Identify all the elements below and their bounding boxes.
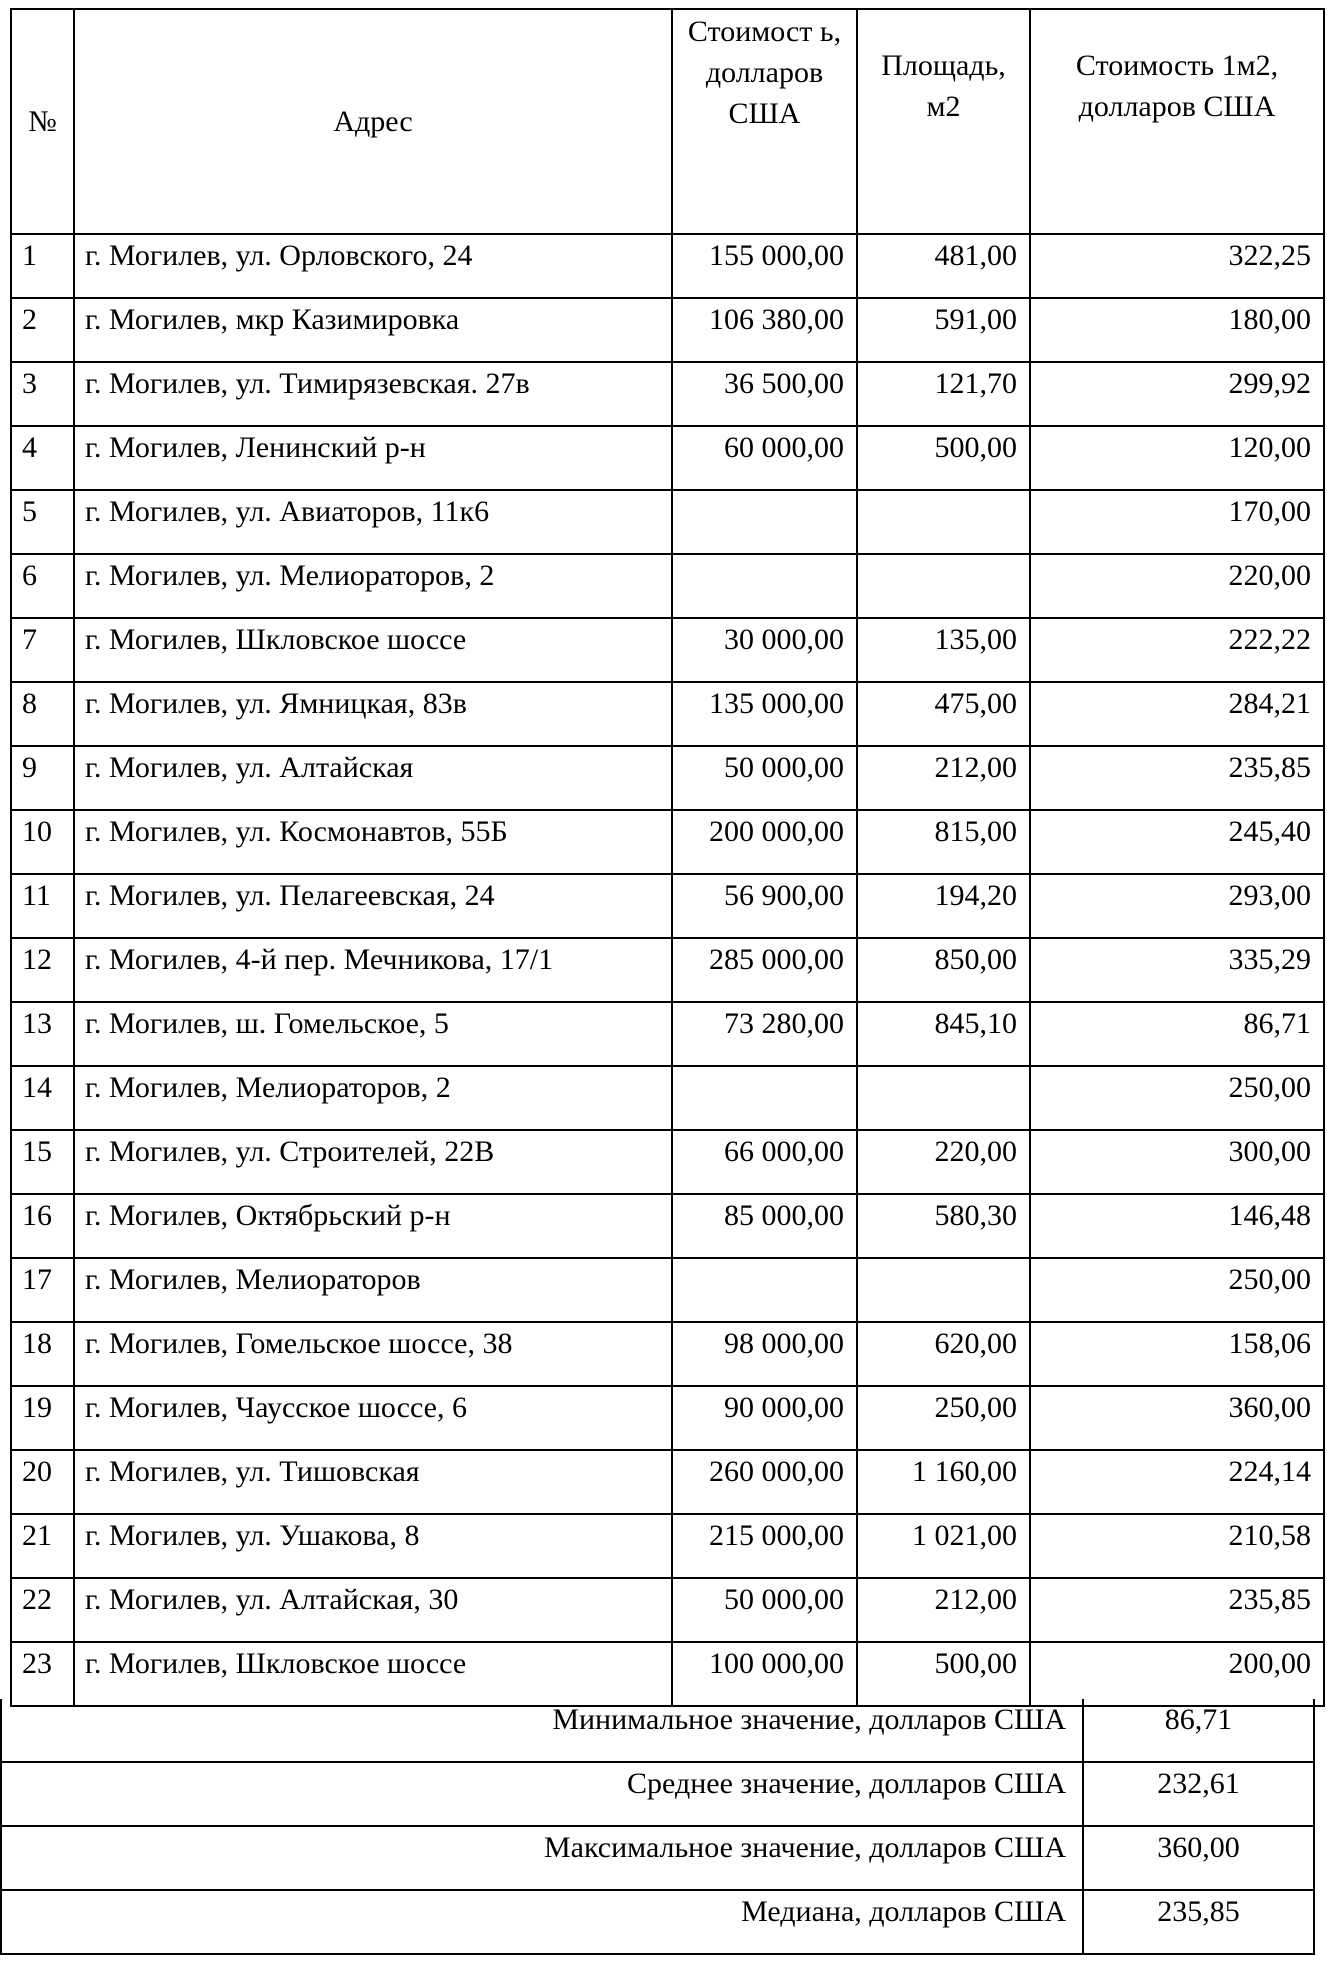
summary-row xyxy=(1,1762,1314,1826)
address-cell: г. Могилев, Октябрьский р-н xyxy=(74,1194,672,1258)
summary-value: 86,71 xyxy=(1083,1699,1314,1762)
table-row xyxy=(11,618,1324,682)
cost-cell: 155 000,00 xyxy=(672,234,857,298)
area-cell: 850,00 xyxy=(857,938,1030,1002)
area-cell: 212,00 xyxy=(857,1578,1030,1642)
price-per-m2-cell: 250,00 xyxy=(1030,1066,1324,1130)
table-header-row xyxy=(11,9,1324,234)
cost-cell: 135 000,00 xyxy=(672,682,857,746)
cost-cell: 30 000,00 xyxy=(672,618,857,682)
area-cell xyxy=(857,490,1030,554)
table-row xyxy=(11,298,1324,362)
table-row xyxy=(11,1450,1324,1514)
cost-cell: 106 380,00 xyxy=(672,298,857,362)
area-cell: 845,10 xyxy=(857,1002,1030,1066)
cost-cell: 50 000,00 xyxy=(672,746,857,810)
summary-value: 360,00 xyxy=(1083,1826,1314,1890)
area-cell xyxy=(857,1066,1030,1130)
cost-cell: 100 000,00 xyxy=(672,1642,857,1706)
address-cell: г. Могилев, 4-й пер. Мечникова, 17/1 xyxy=(74,938,672,1002)
area-cell: 815,00 xyxy=(857,810,1030,874)
price-per-m2-cell: 86,71 xyxy=(1030,1002,1324,1066)
area-cell xyxy=(857,1258,1030,1322)
row-number-cell: 8 xyxy=(11,682,74,746)
cost-cell: 215 000,00 xyxy=(672,1514,857,1578)
summary-value: 232,61 xyxy=(1083,1762,1314,1826)
address-cell: г. Могилев, Мелиораторов, 2 xyxy=(74,1066,672,1130)
address-cell: г. Могилев, ул. Космонавтов, 55Б xyxy=(74,810,672,874)
table-row xyxy=(11,1066,1324,1130)
table-row xyxy=(11,426,1324,490)
cost-cell: 60 000,00 xyxy=(672,426,857,490)
header-number: № xyxy=(11,9,74,234)
table-row xyxy=(11,746,1324,810)
cost-cell: 200 000,00 xyxy=(672,810,857,874)
price-per-m2-cell: 158,06 xyxy=(1030,1322,1324,1386)
price-per-m2-cell: 300,00 xyxy=(1030,1130,1324,1194)
header-cost-per-m2: Стоимость 1м2, долларов США xyxy=(1030,9,1324,234)
table-row xyxy=(11,1578,1324,1642)
cost-cell: 90 000,00 xyxy=(672,1386,857,1450)
table-row xyxy=(11,810,1324,874)
price-per-m2-cell: 335,29 xyxy=(1030,938,1324,1002)
row-number-cell: 9 xyxy=(11,746,74,810)
area-cell: 220,00 xyxy=(857,1130,1030,1194)
row-number-cell: 11 xyxy=(11,874,74,938)
property-price-table xyxy=(10,8,1325,1707)
address-cell: г. Могилев, ул. Орловского, 24 xyxy=(74,234,672,298)
row-number-cell: 22 xyxy=(11,1578,74,1642)
row-number-cell: 20 xyxy=(11,1450,74,1514)
row-number-cell: 3 xyxy=(11,362,74,426)
address-cell: г. Могилев, Шкловское шоссе xyxy=(74,1642,672,1706)
row-number-cell: 14 xyxy=(11,1066,74,1130)
table-row xyxy=(11,1322,1324,1386)
address-cell: г. Могилев, Гомельское шоссе, 38 xyxy=(74,1322,672,1386)
row-number-cell: 17 xyxy=(11,1258,74,1322)
price-per-m2-cell: 220,00 xyxy=(1030,554,1324,618)
area-cell: 1 160,00 xyxy=(857,1450,1030,1514)
area-cell: 481,00 xyxy=(857,234,1030,298)
table-row xyxy=(11,554,1324,618)
summary-table xyxy=(0,1699,1315,1955)
address-cell: г. Могилев, Ленинский р-н xyxy=(74,426,672,490)
row-number-cell: 13 xyxy=(11,1002,74,1066)
address-cell: г. Могилев, ул. Мелиораторов, 2 xyxy=(74,554,672,618)
row-number-cell: 18 xyxy=(11,1322,74,1386)
area-cell: 135,00 xyxy=(857,618,1030,682)
row-number-cell: 5 xyxy=(11,490,74,554)
price-per-m2-cell: 235,85 xyxy=(1030,1578,1324,1642)
address-cell: г. Могилев, ул. Ямницкая, 83в xyxy=(74,682,672,746)
price-per-m2-cell: 146,48 xyxy=(1030,1194,1324,1258)
address-cell: г. Могилев, ул. Ушакова, 8 xyxy=(74,1514,672,1578)
table-row xyxy=(11,234,1324,298)
summary-row xyxy=(1,1826,1314,1890)
row-number-cell: 21 xyxy=(11,1514,74,1578)
area-cell: 500,00 xyxy=(857,1642,1030,1706)
row-number-cell: 1 xyxy=(11,234,74,298)
cost-cell xyxy=(672,1258,857,1322)
price-per-m2-cell: 180,00 xyxy=(1030,298,1324,362)
table-row xyxy=(11,362,1324,426)
summary-label: Максимальное значение, долларов США xyxy=(1,1826,1083,1890)
summary-row xyxy=(1,1699,1314,1762)
row-number-cell: 12 xyxy=(11,938,74,1002)
table-row xyxy=(11,1514,1324,1578)
price-per-m2-cell: 200,00 xyxy=(1030,1642,1324,1706)
price-per-m2-cell: 222,22 xyxy=(1030,618,1324,682)
cost-cell xyxy=(672,490,857,554)
price-per-m2-cell: 360,00 xyxy=(1030,1386,1324,1450)
address-cell: г. Могилев, ул. Авиаторов, 11к6 xyxy=(74,490,672,554)
row-number-cell: 7 xyxy=(11,618,74,682)
cost-cell: 50 000,00 xyxy=(672,1578,857,1642)
cost-cell: 56 900,00 xyxy=(672,874,857,938)
header-address: Адрес xyxy=(74,9,672,234)
header-area: Площадь, м2 xyxy=(857,9,1030,234)
cost-cell xyxy=(672,1066,857,1130)
row-number-cell: 10 xyxy=(11,810,74,874)
address-cell: г. Могилев, Чаусское шоссе, 6 xyxy=(74,1386,672,1450)
address-cell: г. Могилев, Мелиораторов xyxy=(74,1258,672,1322)
cost-cell: 285 000,00 xyxy=(672,938,857,1002)
cost-cell: 73 280,00 xyxy=(672,1002,857,1066)
table-row xyxy=(11,1642,1324,1706)
address-cell: г. Могилев, ул. Строителей, 22В xyxy=(74,1130,672,1194)
table-row xyxy=(11,1194,1324,1258)
price-per-m2-cell: 210,58 xyxy=(1030,1514,1324,1578)
cost-cell xyxy=(672,554,857,618)
table-row xyxy=(11,490,1324,554)
header-cost: Стоимост ь, долларов США xyxy=(672,9,857,234)
price-per-m2-cell: 284,21 xyxy=(1030,682,1324,746)
summary-row xyxy=(1,1890,1314,1954)
address-cell: г. Могилев, ул. Тишовская xyxy=(74,1450,672,1514)
price-per-m2-cell: 322,25 xyxy=(1030,234,1324,298)
area-cell xyxy=(857,554,1030,618)
table-row xyxy=(11,874,1324,938)
price-per-m2-cell: 245,40 xyxy=(1030,810,1324,874)
summary-label: Среднее значение, долларов США xyxy=(1,1762,1083,1826)
address-cell: г. Могилев, Шкловское шоссе xyxy=(74,618,672,682)
price-per-m2-cell: 293,00 xyxy=(1030,874,1324,938)
address-cell: г. Могилев, мкр Казимировка xyxy=(74,298,672,362)
area-cell: 591,00 xyxy=(857,298,1030,362)
cost-cell: 260 000,00 xyxy=(672,1450,857,1514)
price-per-m2-cell: 224,14 xyxy=(1030,1450,1324,1514)
row-number-cell: 4 xyxy=(11,426,74,490)
price-per-m2-cell: 170,00 xyxy=(1030,490,1324,554)
table-row xyxy=(11,1002,1324,1066)
table-row xyxy=(11,1130,1324,1194)
row-number-cell: 16 xyxy=(11,1194,74,1258)
cost-cell: 36 500,00 xyxy=(672,362,857,426)
price-per-m2-cell: 250,00 xyxy=(1030,1258,1324,1322)
address-cell: г. Могилев, ул. Пелагеевская, 24 xyxy=(74,874,672,938)
address-cell: г. Могилев, ш. Гомельское, 5 xyxy=(74,1002,672,1066)
area-cell: 580,30 xyxy=(857,1194,1030,1258)
area-cell: 121,70 xyxy=(857,362,1030,426)
area-cell: 500,00 xyxy=(857,426,1030,490)
address-cell: г. Могилев, ул. Алтайская xyxy=(74,746,672,810)
row-number-cell: 15 xyxy=(11,1130,74,1194)
address-cell: г. Могилев, ул. Тимирязевская. 27в xyxy=(74,362,672,426)
area-cell: 620,00 xyxy=(857,1322,1030,1386)
area-cell: 212,00 xyxy=(857,746,1030,810)
area-cell: 1 021,00 xyxy=(857,1514,1030,1578)
price-per-m2-cell: 120,00 xyxy=(1030,426,1324,490)
cost-cell: 98 000,00 xyxy=(672,1322,857,1386)
row-number-cell: 19 xyxy=(11,1386,74,1450)
area-cell: 194,20 xyxy=(857,874,1030,938)
summary-label: Минимальное значение, долларов США xyxy=(1,1699,1083,1762)
cost-cell: 66 000,00 xyxy=(672,1130,857,1194)
price-per-m2-cell: 299,92 xyxy=(1030,362,1324,426)
cost-cell: 85 000,00 xyxy=(672,1194,857,1258)
row-number-cell: 2 xyxy=(11,298,74,362)
row-number-cell: 23 xyxy=(11,1642,74,1706)
address-cell: г. Могилев, ул. Алтайская, 30 xyxy=(74,1578,672,1642)
summary-label: Медиана, долларов США xyxy=(1,1890,1083,1954)
row-number-cell: 6 xyxy=(11,554,74,618)
area-cell: 475,00 xyxy=(857,682,1030,746)
table-row xyxy=(11,682,1324,746)
table-row xyxy=(11,1258,1324,1322)
summary-value: 235,85 xyxy=(1083,1890,1314,1954)
price-per-m2-cell: 235,85 xyxy=(1030,746,1324,810)
area-cell: 250,00 xyxy=(857,1386,1030,1450)
table-row xyxy=(11,1386,1324,1450)
table-row xyxy=(11,938,1324,1002)
